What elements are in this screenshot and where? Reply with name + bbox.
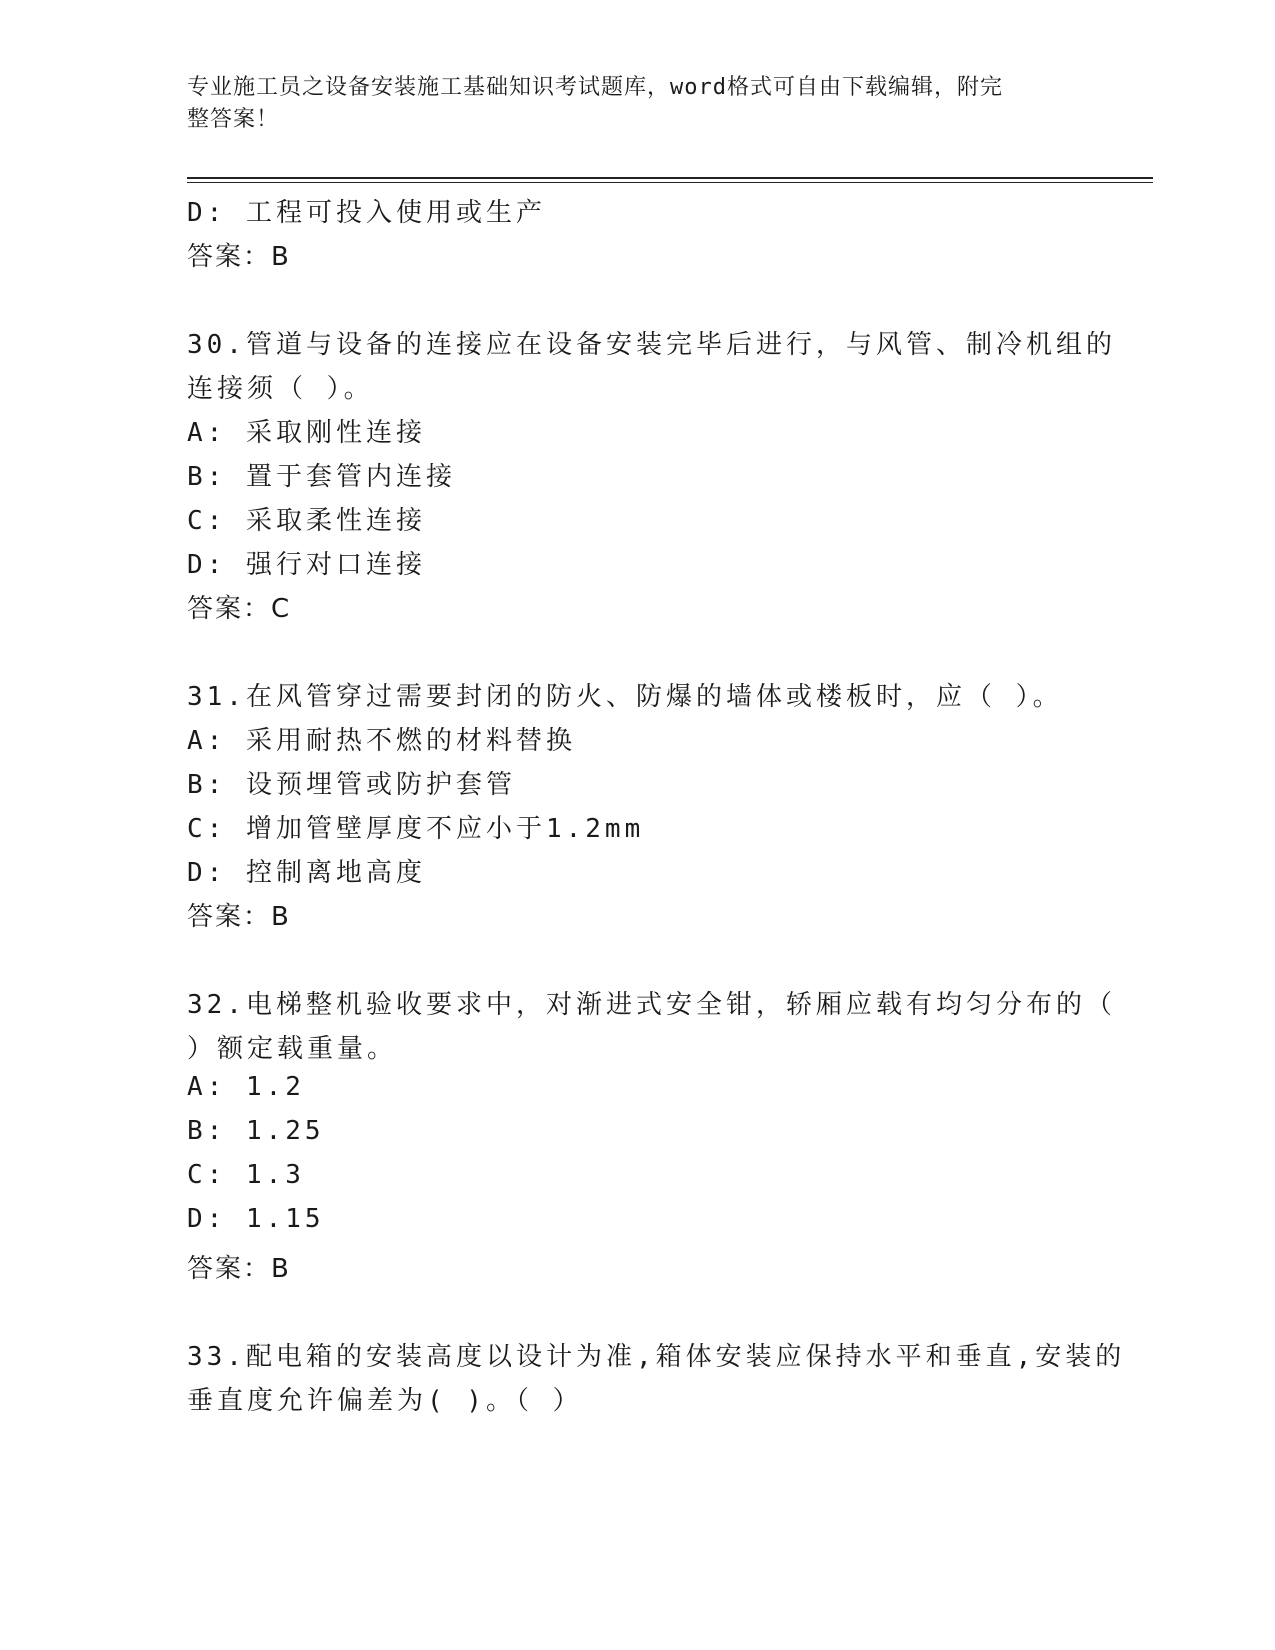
- header-text-line-1: 专业施工员之设备安装施工基础知识考试题库，word格式可自由下载编辑，附完: [187, 75, 1003, 100]
- question-32-answer: 答案：B: [187, 1254, 291, 1284]
- question-30-stem-line-1: 30.管道与设备的连接应在设备安装完毕后进行，与风管、制冷机组的: [187, 330, 1116, 360]
- question-31-stem-line-1: 31.在风管穿过需要封闭的防火、防爆的墙体或楼板时，应（ ）。: [187, 682, 1063, 712]
- question-33-stem-line-1: 33.配电箱的安装高度以设计为准,箱体安装应保持水平和垂直,安装的: [187, 1342, 1126, 1372]
- question-30-stem-line-2: 连接须（ ）。: [187, 374, 374, 404]
- header-divider-thick: [187, 177, 1153, 179]
- question-30-option-a: A: 采取刚性连接: [187, 418, 426, 448]
- prev-question-answer: 答案：B: [187, 242, 291, 272]
- question-30-answer: 答案：C: [187, 594, 292, 624]
- question-31-option-c: C: 增加管壁厚度不应小于1.2mm: [187, 814, 645, 844]
- prev-question-option-d: D: 工程可投入使用或生产: [187, 198, 546, 228]
- question-31-option-b: B: 设预埋管或防护套管: [187, 770, 516, 800]
- question-32-stem-line-1: 32.电梯整机验收要求中，对渐进式安全钳，轿厢应载有均匀分布的（: [187, 990, 1116, 1020]
- question-32-option-d: D: 1.15: [187, 1204, 325, 1234]
- question-30-option-b: B: 置于套管内连接: [187, 462, 456, 492]
- question-30-option-d: D: 强行对口连接: [187, 550, 426, 580]
- header-divider-thin: [187, 182, 1153, 183]
- question-30-option-c: C: 采取柔性连接: [187, 506, 426, 536]
- question-32-option-c: C: 1.3: [187, 1160, 305, 1190]
- document-header: [187, 72, 1067, 136]
- question-32-option-a: A: 1.2: [187, 1072, 305, 1102]
- question-32-stem-line-2: ）额定载重量。: [187, 1034, 398, 1064]
- header-text-line-2: 整答案！: [187, 107, 280, 132]
- question-31-option-d: D: 控制离地高度: [187, 858, 426, 888]
- question-31-answer: 答案：B: [187, 902, 291, 932]
- question-33-stem-line-2: 垂直度允许偏差为( )。（ ）: [187, 1386, 583, 1416]
- question-31-option-a: A: 采用耐热不燃的材料替换: [187, 726, 576, 756]
- question-32-option-b: B: 1.25: [187, 1116, 325, 1146]
